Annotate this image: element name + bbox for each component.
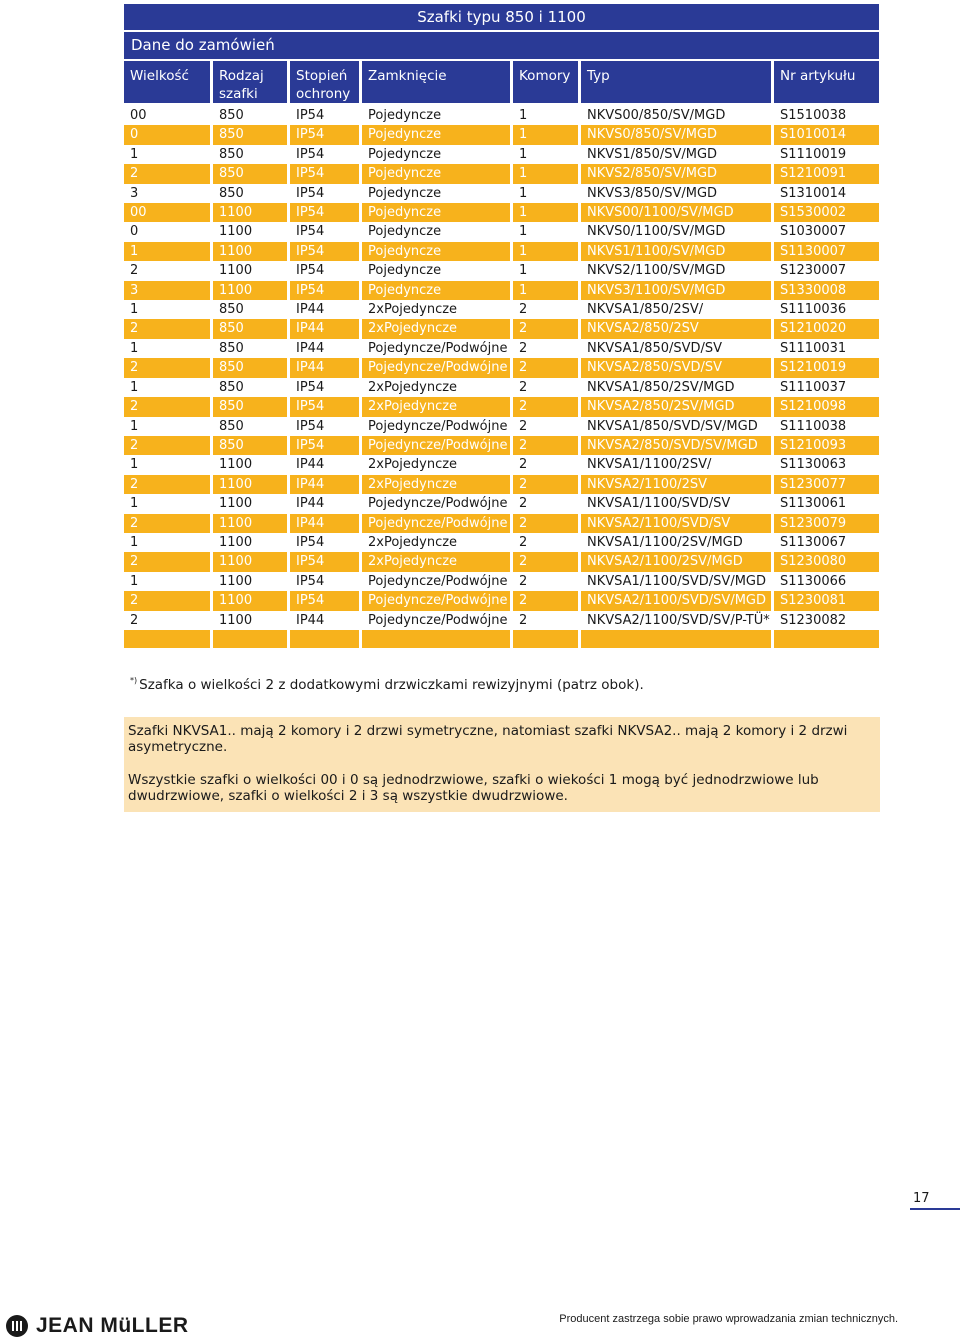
cell-article-no: S1210091: [774, 164, 879, 183]
cell-chambers: 2: [519, 302, 528, 318]
cell-type: NKVS1/850/SV/MGD: [587, 146, 718, 162]
cell-size: 2: [124, 475, 210, 494]
cell-size: 1: [130, 457, 139, 473]
cell-type: NKVS0/850/SV/MGD: [581, 125, 771, 144]
cell-protection: IP54: [290, 242, 359, 261]
cell-type: NKVSA1/850/SVD/SV/MGD: [587, 418, 758, 434]
cell-article-no: S1230079: [774, 514, 879, 533]
cell-empty: [581, 630, 771, 648]
cell-cabinet-type: 850: [213, 164, 287, 183]
column-header-article-no: Nr artykułu: [774, 61, 879, 106]
cell-protection: IP54: [296, 263, 325, 279]
cell-size: 2: [124, 436, 210, 455]
cell-chambers: 2: [513, 319, 578, 338]
cell-size: 2: [124, 358, 210, 377]
cell-cabinet-type: 850: [219, 340, 244, 356]
page-number: 17: [910, 1191, 960, 1210]
cell-protection: IP44: [296, 340, 325, 356]
cell-type: NKVSA2/850/2SV/MGD: [581, 397, 771, 416]
cell-type: NKVSA1/850/2SV/MGD: [587, 379, 735, 395]
cell-protection: IP44: [296, 457, 325, 473]
logo-glyph-icon: [10, 1319, 24, 1333]
cell-type: NKVSA2/1100/SVD/SV: [581, 514, 771, 533]
cell-article-no: S1230081: [774, 591, 879, 610]
cell-size: 2: [124, 319, 210, 338]
cell-cabinet-type: 850: [213, 397, 287, 416]
table-row: [124, 164, 879, 183]
cell-cabinet-type: 1100: [213, 552, 287, 571]
cell-article-no: S1130007: [774, 242, 879, 261]
cell-protection: IP54: [296, 534, 325, 550]
cell-article-no: S1330008: [774, 281, 879, 300]
cell-chambers: 1: [519, 108, 528, 123]
cell-article-no: S1510038: [780, 108, 847, 123]
cell-protection: IP54: [296, 573, 325, 589]
cell-chambers: 2: [519, 612, 528, 628]
cell-cabinet-type: 1100: [219, 534, 253, 550]
brand-name: JEAN MüLLER: [36, 1314, 189, 1337]
order-table-section: [124, 4, 879, 648]
cell-article-no: S1210093: [774, 436, 879, 455]
table-row: [124, 242, 879, 261]
cell-chambers: 2: [513, 514, 578, 533]
table-row-empty: [124, 630, 879, 648]
cell-protection: IP54: [290, 281, 359, 300]
cell-protection: IP44: [296, 496, 325, 512]
cell-empty: [124, 630, 210, 648]
cell-type: NKVSA1/850/SVD/SV: [587, 340, 723, 356]
cell-closure: 2xPojedyncze: [362, 475, 510, 494]
cell-protection: IP54: [290, 591, 359, 610]
table-row: [124, 475, 879, 494]
cell-type: NKVS1/1100/SV/MGD: [581, 242, 771, 261]
table-row: [124, 591, 879, 610]
cell-closure: Pojedyncze: [362, 281, 510, 300]
cell-article-no: S1130061: [780, 496, 847, 512]
cell-cabinet-type: 850: [219, 418, 244, 434]
cell-size: 1: [124, 242, 210, 261]
cell-size: 0: [130, 224, 139, 240]
cell-size: 1: [130, 340, 139, 356]
column-header-cabinet-type: Rodzaj szafki: [213, 61, 287, 106]
table-body: [124, 106, 879, 648]
table-title: Szafki typu 850 i 1100: [417, 8, 586, 26]
cell-protection: IP54: [296, 379, 325, 395]
cell-protection: IP54: [290, 125, 359, 144]
cell-cabinet-type: 1100: [219, 573, 253, 589]
cell-protection: IP54: [290, 397, 359, 416]
cell-closure: Pojedyncze: [368, 224, 442, 240]
cell-chambers: 2: [513, 436, 578, 455]
cell-size: 2: [124, 164, 210, 183]
cell-chambers: 2: [513, 552, 578, 571]
cell-closure: Pojedyncze: [362, 164, 510, 183]
cell-type: NKVSA1/1100/2SV/: [587, 457, 712, 473]
cell-article-no: S1230007: [780, 263, 847, 279]
cell-size: 2: [124, 591, 210, 610]
cell-type: NKVSA1/850/2SV/: [587, 302, 704, 318]
cell-protection: IP44: [290, 475, 359, 494]
cell-article-no: S1030007: [780, 224, 847, 240]
cell-closure: Pojedyncze/Podwójne: [368, 612, 508, 628]
cell-size: 2: [124, 514, 210, 533]
cell-size: 0: [124, 125, 210, 144]
cell-size: 2: [124, 397, 210, 416]
table-row: [124, 222, 879, 241]
cell-chambers: 2: [519, 496, 528, 512]
table-title-bar: [124, 4, 879, 30]
cell-closure: Pojedyncze: [368, 146, 442, 162]
cell-type: NKVS2/850/SV/MGD: [581, 164, 771, 183]
footnote-marker: *): [130, 676, 138, 685]
table-row: [124, 184, 879, 203]
cell-chambers: 2: [513, 358, 578, 377]
cell-closure: 2xPojedyncze: [368, 302, 458, 318]
cell-article-no: S1210019: [774, 358, 879, 377]
cell-chambers: 2: [519, 457, 528, 473]
cell-article-no: S1010014: [774, 125, 879, 144]
cell-cabinet-type: 1100: [213, 242, 287, 261]
cell-size: 2: [124, 552, 210, 571]
cell-article-no: S1110019: [780, 146, 847, 162]
cell-cabinet-type: 1100: [213, 591, 287, 610]
cell-cabinet-type: 850: [219, 302, 244, 318]
cell-protection: IP54: [296, 224, 325, 240]
table-row: [124, 378, 879, 397]
order-data-table: [121, 61, 882, 648]
footnote: [130, 676, 644, 693]
cell-chambers: 1: [513, 164, 578, 183]
cell-article-no: S1110037: [780, 379, 847, 395]
cell-cabinet-type: 1100: [213, 475, 287, 494]
cell-article-no: S1110038: [780, 418, 847, 434]
cell-closure: Pojedyncze/Podwójne: [368, 340, 508, 356]
cell-cabinet-type: 850: [219, 108, 244, 123]
cell-cabinet-type: 1100: [219, 457, 253, 473]
cell-protection: IP54: [290, 552, 359, 571]
table-row: [124, 339, 879, 358]
cell-type: NKVSA1/1100/SVD/SV/MGD: [587, 573, 767, 589]
cell-type: NKVSA1/1100/2SV/MGD: [587, 534, 743, 550]
table-row: [124, 397, 879, 416]
cell-size: 1: [130, 418, 139, 434]
section-title: Dane do zamówień: [131, 36, 275, 54]
cell-chambers: 1: [519, 224, 528, 240]
cell-chambers: 2: [513, 591, 578, 610]
cell-type: NKVSA2/1100/SVD/SV/P-TÜ*: [587, 612, 770, 628]
cell-protection: IP44: [296, 302, 325, 318]
column-header-closure: Zamknięcie: [362, 61, 510, 106]
cell-cabinet-type: 1100: [219, 224, 253, 240]
cell-size: 1: [130, 534, 139, 550]
cell-closure: 2xPojedyncze: [368, 457, 458, 473]
cell-closure: 2xPojedyncze: [362, 552, 510, 571]
cell-chambers: 1: [513, 242, 578, 261]
table-row: [124, 203, 879, 222]
cell-empty: [513, 630, 578, 648]
cell-type: NKVS2/1100/SV/MGD: [587, 263, 726, 279]
table-row: [124, 319, 879, 338]
table-row: [124, 572, 879, 591]
cell-cabinet-type: 850: [219, 379, 244, 395]
cell-size: 3: [124, 281, 210, 300]
cell-chambers: 2: [519, 534, 528, 550]
cell-protection: IP54: [296, 146, 325, 162]
cell-empty: [362, 630, 510, 648]
cell-closure: Pojedyncze: [362, 242, 510, 261]
cell-closure: Pojedyncze: [368, 108, 442, 123]
cell-empty: [774, 630, 879, 648]
cell-cabinet-type: 850: [213, 125, 287, 144]
cell-protection: IP44: [290, 514, 359, 533]
cell-closure: Pojedyncze/Podwójne: [362, 514, 510, 533]
table-row: [124, 455, 879, 474]
cell-chambers: 2: [519, 340, 528, 356]
cell-article-no: S1130063: [780, 457, 847, 473]
cell-closure: Pojedyncze: [362, 203, 510, 222]
cell-closure: Pojedyncze: [362, 125, 510, 144]
cell-size: 00: [124, 203, 210, 222]
info-box: [124, 717, 880, 812]
cell-chambers: 1: [519, 263, 528, 279]
cell-article-no: S1210098: [774, 397, 879, 416]
cell-protection: IP54: [290, 436, 359, 455]
cell-size: 1: [130, 496, 139, 512]
cell-article-no: S1110036: [780, 302, 847, 318]
column-header-type: Typ: [581, 61, 771, 106]
cell-cabinet-type: 850: [219, 146, 244, 162]
brand-logo: [6, 1314, 189, 1338]
column-header-protection: Stopień ochrony: [290, 61, 359, 106]
table-row: [124, 125, 879, 144]
footnote-text: Szafka o wielkości 2 z dodatkowymi drzwiczkami rewizyjnymi (patrz obok).: [139, 677, 644, 693]
cell-type: NKVSA2/1100/SVD/SV/MGD: [581, 591, 771, 610]
table-row: [124, 300, 879, 319]
cell-cabinet-type: 1100: [219, 612, 253, 628]
cell-closure: 2xPojedyncze: [368, 379, 458, 395]
cell-chambers: 2: [513, 475, 578, 494]
cell-closure: Pojedyncze/Podwójne: [368, 573, 508, 589]
cell-type: NKVSA2/850/SVD/SV/MGD: [581, 436, 771, 455]
table-row: [124, 261, 879, 280]
cell-closure: Pojedyncze/Podwójne: [368, 496, 508, 512]
cell-article-no: S1230077: [774, 475, 879, 494]
cell-protection: IP44: [290, 319, 359, 338]
cell-cabinet-type: 1100: [213, 281, 287, 300]
cell-chambers: 2: [513, 397, 578, 416]
cell-article-no: S1230082: [780, 612, 847, 628]
cell-cabinet-type: 850: [219, 185, 244, 201]
info-paragraph-2: Wszystkie szafki o wielkości 00 i 0 są jednodrzwiowe, szafki o wiekości 1 mogą być jednodrzwiowe lub dwudrzwiowe, szafki o wielkości 2 i 3 są wszystkie dwudrzwiowe.: [128, 772, 819, 804]
cell-cabinet-type: 1100: [219, 496, 253, 512]
cell-type: NKVS00/850/SV/MGD: [587, 108, 726, 123]
cell-protection: IP54: [296, 108, 325, 123]
cell-closure: Pojedyncze/Podwójne: [362, 436, 510, 455]
table-row: [124, 533, 879, 552]
cell-closure: Pojedyncze/Podwójne: [362, 358, 510, 377]
column-header-size: Wielkość: [124, 61, 210, 106]
cell-chambers: 2: [519, 418, 528, 434]
cell-article-no: S1210020: [774, 319, 879, 338]
cell-cabinet-type: 1100: [213, 203, 287, 222]
cell-type: NKVSA2/850/2SV: [581, 319, 771, 338]
cell-size: 1: [130, 573, 139, 589]
info-paragraph-1: Szafki NKVSA1.. mają 2 komory i 2 drzwi symetryczne, natomiast szafki NKVSA2.. mają 2 komory i 2 drzwi asymetryczne.: [128, 723, 848, 755]
cell-chambers: 1: [519, 185, 528, 201]
cell-size: 2: [130, 263, 139, 279]
cell-cabinet-type: 850: [213, 319, 287, 338]
cell-protection: IP54: [290, 164, 359, 183]
disclaimer: Producent zastrzega sobie prawo wprowadzania zmian technicznych.: [559, 1313, 898, 1325]
cell-type: NKVS0/1100/SV/MGD: [587, 224, 726, 240]
table-row: [124, 358, 879, 377]
cell-article-no: S1230080: [774, 552, 879, 571]
cell-chambers: 2: [519, 379, 528, 395]
cell-article-no: S1310014: [780, 185, 847, 201]
cell-type: NKVS3/1100/SV/MGD: [581, 281, 771, 300]
table-row: [124, 514, 879, 533]
cell-size: 1: [130, 146, 139, 162]
table-header-row: [124, 61, 879, 106]
cell-closure: 2xPojedyncze: [362, 319, 510, 338]
cell-size: 2: [130, 612, 139, 628]
cell-empty: [290, 630, 359, 648]
section-title-bar: [124, 32, 879, 59]
cell-type: NKVS3/850/SV/MGD: [587, 185, 718, 201]
cell-type: NKVSA1/1100/SVD/SV: [587, 496, 731, 512]
cell-chambers: 2: [519, 573, 528, 589]
cell-cabinet-type: 850: [213, 436, 287, 455]
cell-cabinet-type: 850: [213, 358, 287, 377]
table-row: [124, 145, 879, 164]
cell-type: NKVSA2/1100/2SV: [581, 475, 771, 494]
cell-size: 00: [130, 108, 147, 123]
cell-chambers: 1: [519, 146, 528, 162]
table-row: [124, 611, 879, 630]
cell-chambers: 1: [513, 203, 578, 222]
cell-protection: IP44: [290, 358, 359, 377]
column-header-chambers: Komory: [513, 61, 578, 106]
cell-size: 1: [130, 302, 139, 318]
cell-protection: IP44: [296, 612, 325, 628]
cell-closure: Pojedyncze: [368, 263, 442, 279]
table-row: [124, 436, 879, 455]
cell-chambers: 1: [513, 281, 578, 300]
cell-closure: Pojedyncze: [368, 185, 442, 201]
cell-protection: IP54: [290, 203, 359, 222]
cell-protection: IP54: [296, 418, 325, 434]
cell-chambers: 1: [513, 125, 578, 144]
table-row: [124, 417, 879, 436]
cell-closure: Pojedyncze/Podwójne: [368, 418, 508, 434]
table-row: [124, 552, 879, 571]
cell-cabinet-type: 1100: [219, 263, 253, 279]
cell-size: 1: [130, 379, 139, 395]
cell-type: NKVS00/1100/SV/MGD: [581, 203, 771, 222]
cell-article-no: S1530002: [774, 203, 879, 222]
cell-closure: 2xPojedyncze: [368, 534, 458, 550]
cell-type: NKVSA2/850/SVD/SV: [581, 358, 771, 377]
cell-closure: 2xPojedyncze: [362, 397, 510, 416]
cell-type: NKVSA2/1100/2SV/MGD: [581, 552, 771, 571]
cell-empty: [213, 630, 287, 648]
cell-size: 3: [130, 185, 139, 201]
table-row: [124, 494, 879, 513]
cell-article-no: S1130067: [780, 534, 847, 550]
cell-article-no: S1130066: [780, 573, 847, 589]
cell-article-no: S1110031: [780, 340, 847, 356]
cell-cabinet-type: 1100: [213, 514, 287, 533]
cell-protection: IP54: [296, 185, 325, 201]
table-row: [124, 281, 879, 300]
brand-logo-icon: [6, 1315, 28, 1337]
cell-closure: Pojedyncze/Podwójne: [362, 591, 510, 610]
table-row: [124, 106, 879, 125]
